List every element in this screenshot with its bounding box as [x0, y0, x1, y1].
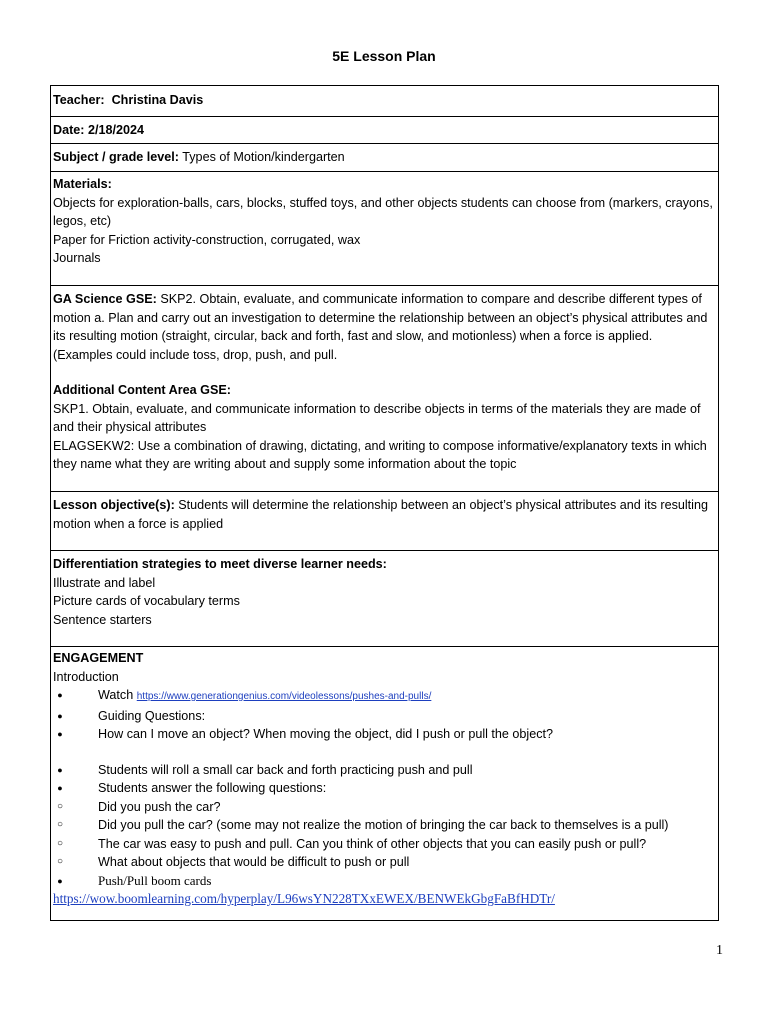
list-item-text: Guiding Questions:	[98, 708, 206, 723]
list-item	[53, 835, 715, 854]
differentiation-line: Sentence starters	[53, 612, 152, 627]
page-number: 1	[716, 943, 723, 958]
differentiation-line: Picture cards of vocabulary terms	[53, 594, 240, 608]
differentiation-row	[51, 551, 718, 647]
bullet-icon: ●	[57, 710, 63, 721]
additional-gse-line: SKP1. Obtain, evaluate, and communicate information to describe objects in terms of the materials they are made of and their physical attributes	[53, 401, 701, 434]
boom-cards-link[interactable]: https://wow.boomlearning.com/hyperplay/L96wsYN228TXxEWEX/BENWEkGbgFaBfHDTr/	[53, 891, 555, 906]
differentiation-label: Differentiation strategies to meet diverse learner needs:	[53, 557, 387, 571]
list-item	[53, 707, 715, 726]
page-title: 5E Lesson Plan	[332, 48, 436, 64]
date-label: Date:	[53, 123, 85, 137]
teacher-label: Teacher:	[53, 93, 105, 107]
list-item-text: How can I move an object? When moving the object, did I push or pull the object?	[98, 727, 554, 741]
additional-gse-label: Additional Content Area GSE:	[53, 383, 231, 397]
list-item	[53, 761, 715, 780]
lesson-plan-table	[50, 85, 719, 921]
teacher-name: Christina Davis	[111, 93, 204, 107]
differentiation-line: Illustrate and label	[53, 575, 156, 590]
boom-cards-label: Push/Pull boom cards	[98, 872, 212, 888]
objective-label: Lesson objective(s):	[53, 498, 175, 512]
standards-row	[51, 286, 718, 492]
list-item-text: Did you push the car?	[98, 799, 221, 814]
list-item-text: What about objects that would be difficult to push or pull	[98, 855, 410, 869]
bullet-icon: ●	[57, 764, 63, 775]
ga-science-label: GA Science GSE:	[53, 292, 157, 306]
teacher-row	[51, 86, 718, 117]
objective-text: Students will determine the relationship between an object’s physical attributes and its resulting motion when a force is applied	[53, 498, 708, 531]
ga-science-standard	[53, 290, 715, 364]
ga-science-text: SKP2. Obtain, evaluate, and communicate information to compare and describe different types of motion a. Plan and carry out an investigation to determine the relationship between an object’s physical attributes and its resulting motion (straight, circular, back and forth, fast and slow, and motionless) when a force is applied. (Examples could include toss, drop, push, and pull.	[53, 292, 708, 362]
materials-label: Materials:	[53, 177, 112, 191]
engagement-label: ENGAGEMENT	[53, 651, 144, 665]
bullet-icon: ●	[57, 875, 63, 886]
objective-row	[51, 492, 718, 551]
additional-gse-line: ELAGSEKW2: Use a combination of drawing, dictating, and writing to compose informative/explanatory texts in which they name what they are writing about and supply some information about the topic	[53, 438, 707, 471]
video-link[interactable]: https://www.generationgenius.com/videolessons/pushes-and-pulls/	[136, 691, 432, 702]
circle-bullet-icon: ○	[56, 800, 64, 812]
watch-label: Watch	[98, 688, 134, 702]
circle-bullet-icon: ○	[56, 837, 64, 849]
engagement-intro: Introduction	[53, 669, 119, 684]
engagement-row	[51, 647, 718, 920]
subject-label: Subject / grade level:	[53, 150, 179, 164]
subject-value: Types of Motion/kindergarten	[182, 150, 345, 164]
circle-bullet-icon: ○	[56, 856, 64, 867]
list-item-text: Students will roll a small car back and forth practicing push and pull	[98, 762, 473, 777]
date-value: 2/18/2024	[88, 123, 145, 137]
subject-row	[51, 144, 718, 172]
list-item	[53, 816, 715, 835]
list-item	[53, 872, 715, 891]
list-item	[53, 798, 715, 817]
circle-bullet-icon: ○	[56, 819, 64, 830]
materials-line: Journals	[53, 251, 101, 265]
bullet-icon: ●	[57, 729, 63, 739]
materials-row	[51, 172, 718, 286]
bullet-icon: ●	[57, 690, 63, 700]
list-item-text: Did you pull the car? (some may not realize the motion of bringing the car back to themselves is a pull)	[98, 818, 669, 832]
list-item-text: The car was easy to push and pull. Can you think of other objects that you can easily push or pull?	[98, 836, 647, 851]
list-item	[53, 686, 715, 707]
list-item	[53, 779, 715, 798]
bullet-icon: ●	[57, 783, 63, 793]
date-row	[51, 117, 718, 144]
materials-line: Objects for exploration-balls, cars, blocks, stuffed toys, and other objects students can choose from (markers, crayons, legos, etc)	[53, 195, 713, 228]
list-item	[53, 853, 715, 872]
list-item-text: Students answer the following questions:	[98, 781, 327, 795]
list-item	[53, 725, 715, 744]
materials-line: Paper for Friction activity-construction, corrugated, wax	[53, 232, 361, 247]
